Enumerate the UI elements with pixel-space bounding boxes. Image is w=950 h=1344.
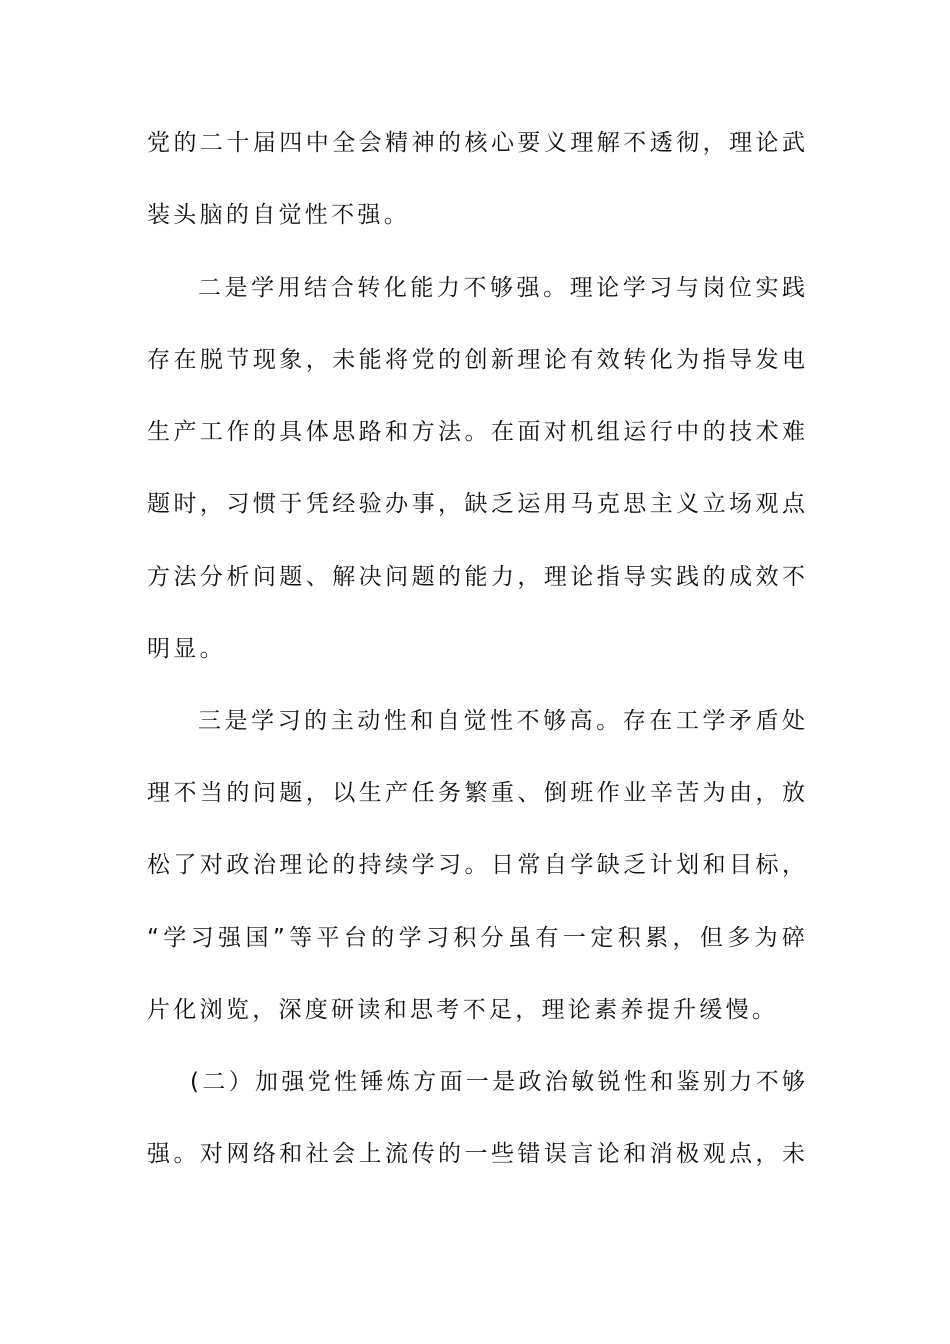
text-line: 题时，习惯于凭经验办事，缺乏运用马克思主义立场观点 bbox=[147, 491, 805, 517]
text-line: 强。对网络和社会上流传的一些错误言论和消极观点，未 bbox=[147, 1141, 805, 1167]
text-line: 装头脑的自觉性不强。 bbox=[147, 202, 410, 228]
text-line: 理不当的问题，以生产任务繁重、倒班作业辛苦为由，放 bbox=[147, 780, 805, 806]
paragraph-start-line: 三是学习的主动性和自觉性不够高。存在工学矛盾处 bbox=[198, 708, 805, 734]
text-line: 党的二十届四中全会精神的核心要义理解不透彻，理论武 bbox=[147, 130, 805, 156]
text-line: “学习强国”等平台的学习积分虽有一定积累，但多为碎 bbox=[147, 925, 805, 951]
text-line: 片化浏览，深度研读和思考不足，理论素养提升缓慢。 bbox=[147, 997, 779, 1023]
text-line: 生产工作的具体思路和方法。在面对机组运行中的技术难 bbox=[147, 419, 805, 445]
text-line: 方法分析问题、解决问题的能力，理论指导实践的成效不 bbox=[147, 564, 805, 590]
section-heading-line: (二）加强党性锤炼方面一是政治敏锐性和鉴别力不够 bbox=[190, 1069, 805, 1095]
text-line: 松了对政治理论的持续学习。日常自学缺乏计划和目标， bbox=[147, 852, 805, 878]
text-line: 存在脱节现象，未能将党的创新理论有效转化为指导发电 bbox=[147, 347, 805, 373]
paragraph-start-line: 二是学用结合转化能力不够强。理论学习与岗位实践 bbox=[198, 275, 805, 301]
text-line: 明显。 bbox=[147, 636, 226, 662]
